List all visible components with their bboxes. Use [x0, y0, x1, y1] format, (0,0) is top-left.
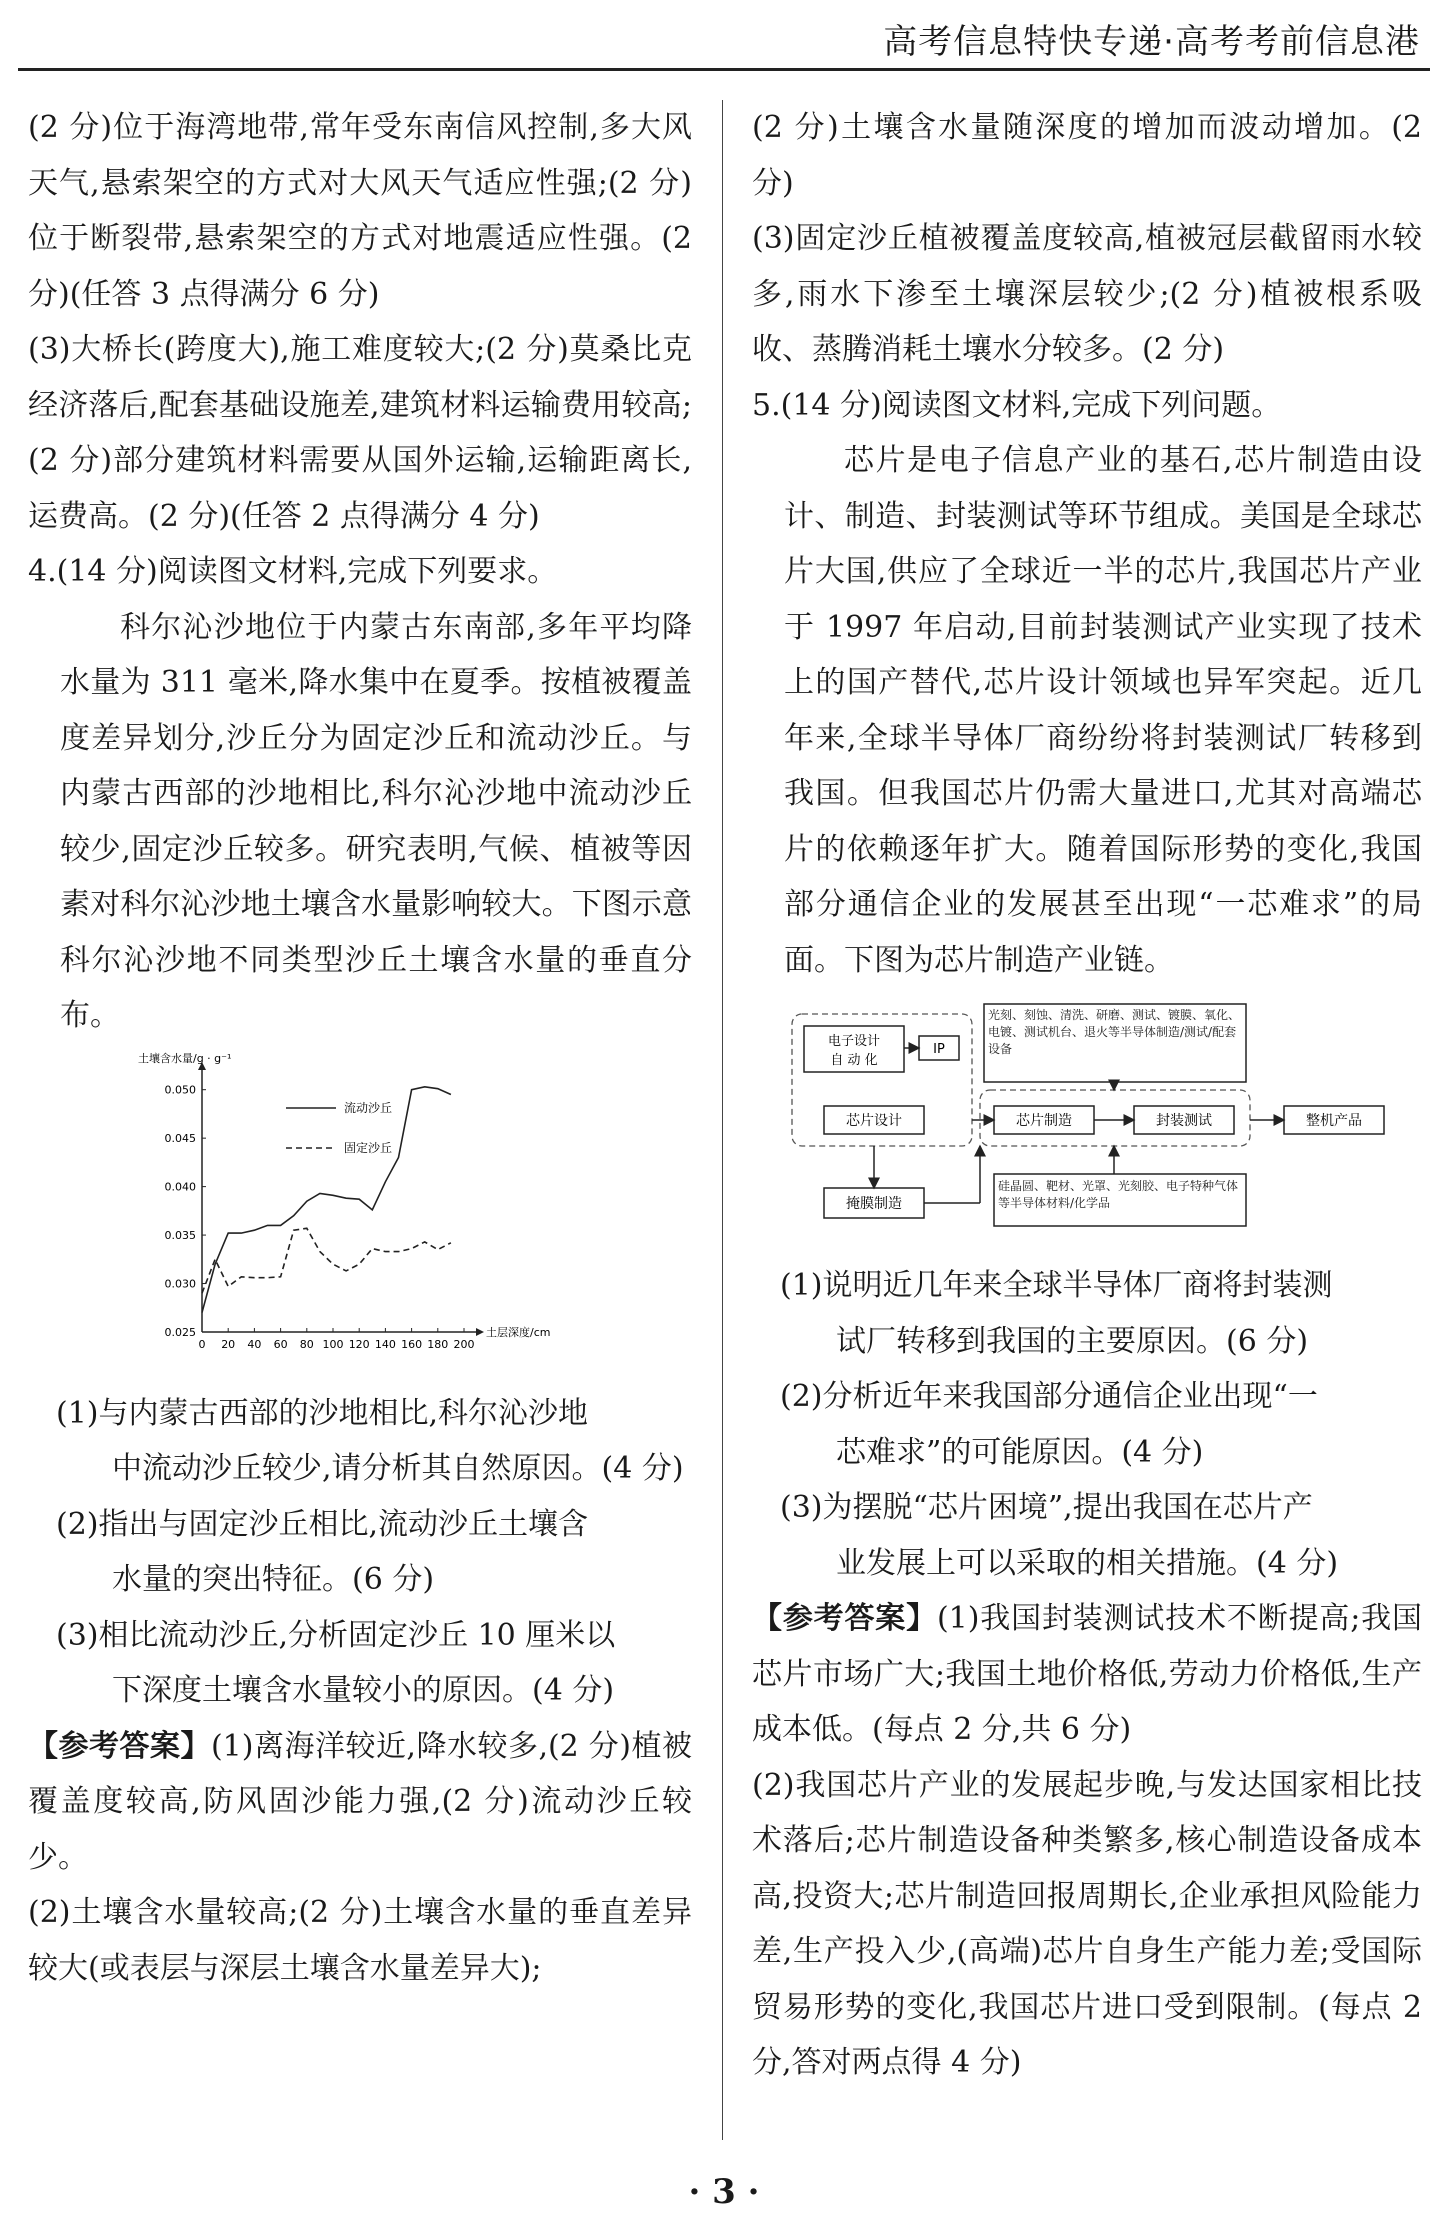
question-5-answer-1: [752, 1591, 1422, 1758]
header-title: 高考信息特快专递·高考考前信息港: [883, 22, 1420, 62]
x-tick-label: 60: [273, 1337, 288, 1351]
materials-box-label: 硅晶圆、靶材、光罩、光刻胶、电子特种气体等半导体材料/化学品: [998, 1179, 1239, 1210]
header-rule: [18, 68, 1430, 71]
mask-box-label: 掩膜制造: [846, 1196, 902, 1212]
question-5-part-3-line2: 业发展上可以采取的相关措施。(4 分): [836, 1545, 1339, 1581]
x-tick-label: 180: [427, 1337, 449, 1351]
question-5-answer-2: (2)我国芯片产业的发展起步晚,与发达国家相比技术落后;芯片制造设备种类繁多,核心制造设备成本高,投资大;芯片制造回报周期长,企业承担风险能力差,生产投入少,(高端)芯片自身生产能力差;受国际贸易形势的变化,我国芯片进口受到限制。(每点 2 分,答对两点得 4 分): [752, 1767, 1422, 2080]
x-tick-label: 140: [374, 1337, 396, 1351]
soil-moisture-chart: [136, 1050, 551, 1380]
chip-industry-chain-svg: [784, 998, 1424, 1248]
soil-moisture-chart-svg: [136, 1050, 551, 1380]
y-tick-label: 0.030: [164, 1277, 196, 1291]
eda-box-label-line2: 自 动 化: [830, 1053, 878, 1068]
manufacture-box-label: 芯片制造: [1016, 1113, 1072, 1129]
x-tick-label: 120: [348, 1337, 370, 1351]
answer-label: 【参考答案】: [28, 1728, 211, 1764]
question-5-part-3-line1: (3)为摆脱“芯片困境”,提出我国在芯片产: [780, 1490, 1313, 1525]
x-tick-label: 80: [299, 1337, 314, 1351]
question-5-answer-1-text: (1)我国封装测试技术不断提高;我国芯片市场广大;我国土地价格低,劳动力价格低,生产成本低。(每点 2 分,共 6 分): [752, 1601, 1422, 1747]
page-number: · 3 ·: [688, 2172, 760, 2212]
question-4-heading: 4.(14 分)阅读图文材料,完成下列要求。: [28, 554, 558, 589]
question-4-answer-2: (2)土壤含水量较高;(2 分)土壤含水量的垂直差异较大(或表层与深层土壤含水量差异大);: [28, 1895, 692, 1986]
packaging-box-label: 封装测试: [1156, 1113, 1212, 1129]
question-4-part-1-line1: (1)与内蒙古西部的沙地相比,科尔沁沙地: [56, 1395, 589, 1431]
question-4-part-3: [28, 1608, 692, 1719]
series-line-1: [202, 1086, 451, 1312]
product-box-label: 整机产品: [1306, 1113, 1362, 1129]
equipment-box-label: 光刻、刻蚀、清洗、研磨、测试、镀膜、氧化、电镀、测试机台、退火等半导体制造/测试/配套设备: [988, 1008, 1241, 1056]
question-4-part-2: [28, 1497, 692, 1608]
question-4-part-2-line1: (2)指出与固定沙丘相比,流动沙丘土壤含: [56, 1506, 589, 1542]
question-4-part-3-line2: 下深度土壤含水量较小的原因。(4 分): [112, 1673, 615, 1708]
x-tick-label: 200: [453, 1337, 475, 1351]
right-column: [752, 100, 1422, 2091]
question-5-part-3: [752, 1480, 1422, 1591]
question-5-part-1-line1: (1)说明近几年来全球半导体厂商将封装测: [780, 1268, 1333, 1303]
question-4-part-2-line2: 水量的突出特征。(6 分): [112, 1562, 435, 1597]
x-tick-label: 40: [247, 1337, 262, 1351]
question-4-answer-1-text: (1)离海洋较近,降水较多,(2 分)植被覆盖度较高,防风固沙能力强,(2 分)流动沙丘较少。: [28, 1728, 692, 1875]
question-4-answer-2-continued: (2 分)土壤含水量随深度的增加而波动增加。(2 分): [752, 110, 1422, 201]
question-5-part-2-line2: 芯难求”的可能原因。(4 分): [836, 1434, 1204, 1470]
question-5-part-1-line2: 试厂转移到我国的主要原因。(6 分): [836, 1323, 1309, 1359]
x-tick-label: 0: [198, 1337, 206, 1351]
chip-industry-chain-diagram: [784, 998, 1424, 1248]
question-5-part-2-line1: (2)分析近年来我国部分通信企业出现“一: [780, 1379, 1318, 1414]
question-5-part-1: [752, 1258, 1422, 1369]
question-4-answer-3: (3)固定沙丘植被覆盖度较高,植被冠层截留雨水较多,雨水下渗至土壤深层较少;(2 分)植被根系吸收、蒸腾消耗土壤水分较多。(2 分): [752, 221, 1422, 367]
y-tick-label: 0.040: [164, 1180, 196, 1194]
eda-box-label-line1: 电子设计: [827, 1034, 881, 1049]
question-4-part-1-line2: 中流动沙丘较少,请分析其自然原因。(4 分): [112, 1451, 684, 1486]
left-column: [28, 100, 692, 1996]
y-tick-label: 0.050: [164, 1083, 196, 1097]
legend-label-1: 流动沙丘: [344, 1100, 393, 1115]
y-axis-label: 土壤含水量/g · g⁻¹: [138, 1051, 232, 1065]
question-5-part-2: [752, 1369, 1422, 1480]
y-tick-label: 0.035: [164, 1228, 196, 1242]
x-axis-arrowhead: [476, 1328, 484, 1336]
x-axis-label: 土层深度/cm: [486, 1325, 551, 1339]
question-4-part-3-line1: (3)相比流动沙丘,分析固定沙丘 10 厘米以: [56, 1617, 616, 1653]
answer-paragraph-continued: (2 分)位于海湾地带,常年受东南信风控制,多大风天气,悬索架空的方式对大风天气适应性强;(2 分)位于断裂带,悬索架空的方式对地震适应性强。(2 分)(任答 3 点得满分 6 分): [28, 110, 692, 312]
column-divider: [722, 100, 723, 2140]
y-tick-label: 0.025: [164, 1325, 196, 1339]
x-tick-label: 160: [401, 1337, 423, 1351]
question-4-material: 科尔沁沙地位于内蒙古东南部,多年平均降水量为 311 毫米,降水集中在夏季。按植被覆盖度差异划分,沙丘分为固定沙丘和流动沙丘。与内蒙古西部的沙地相比,科尔沁沙地中流动沙丘较少,固定沙丘较多。研究表明,气候、植被等因素对科尔沁沙地土壤含水量影响较大。下图示意科尔沁沙地不同类型沙丘土壤含水量的垂直分布。: [60, 609, 692, 1033]
series-line-2: [202, 1228, 451, 1293]
x-tick-label: 100: [322, 1337, 344, 1351]
answer-label: 【参考答案】: [752, 1601, 937, 1636]
question-5-material: 芯片是电子信息产业的基石,芯片制造由设计、制造、封装测试等环节组成。美国是全球芯片大国,供应了全球近一半的芯片,我国芯片产业于 1997 年启动,目前封装测试产业实现了技术上的国产替代,芯片设计领域也异军突起。近几年来,全球半导体厂商纷纷将封装测试厂转移到我国。但我国芯片仍需大量进口,尤其对高端芯片的依赖逐年扩大。随着国际形势的变化,我国部分通信企业的发展甚至出现“一芯难求”的局面。下图为芯片制造产业链。: [784, 443, 1422, 978]
question-4-answer-1: [28, 1719, 692, 1886]
x-tick-label: 20: [221, 1337, 236, 1351]
legend-label-2: 固定沙丘: [344, 1140, 393, 1155]
design-box-label: 芯片设计: [846, 1113, 902, 1129]
ip-box-label: IP: [933, 1042, 945, 1057]
y-tick-label: 0.045: [164, 1131, 196, 1145]
question-4-part-1: [28, 1386, 692, 1497]
answer-paragraph-3: (3)大桥长(跨度大),施工难度较大;(2 分)莫桑比克经济落后,配套基础设施差,建筑材料运输费用较高;(2 分)部分建筑材料需要从国外运输,运输距离长,运费高。(2 分)(任答 2 点得满分 4 分): [28, 332, 692, 534]
question-5-heading: 5.(14 分)阅读图文材料,完成下列问题。: [752, 387, 1282, 423]
